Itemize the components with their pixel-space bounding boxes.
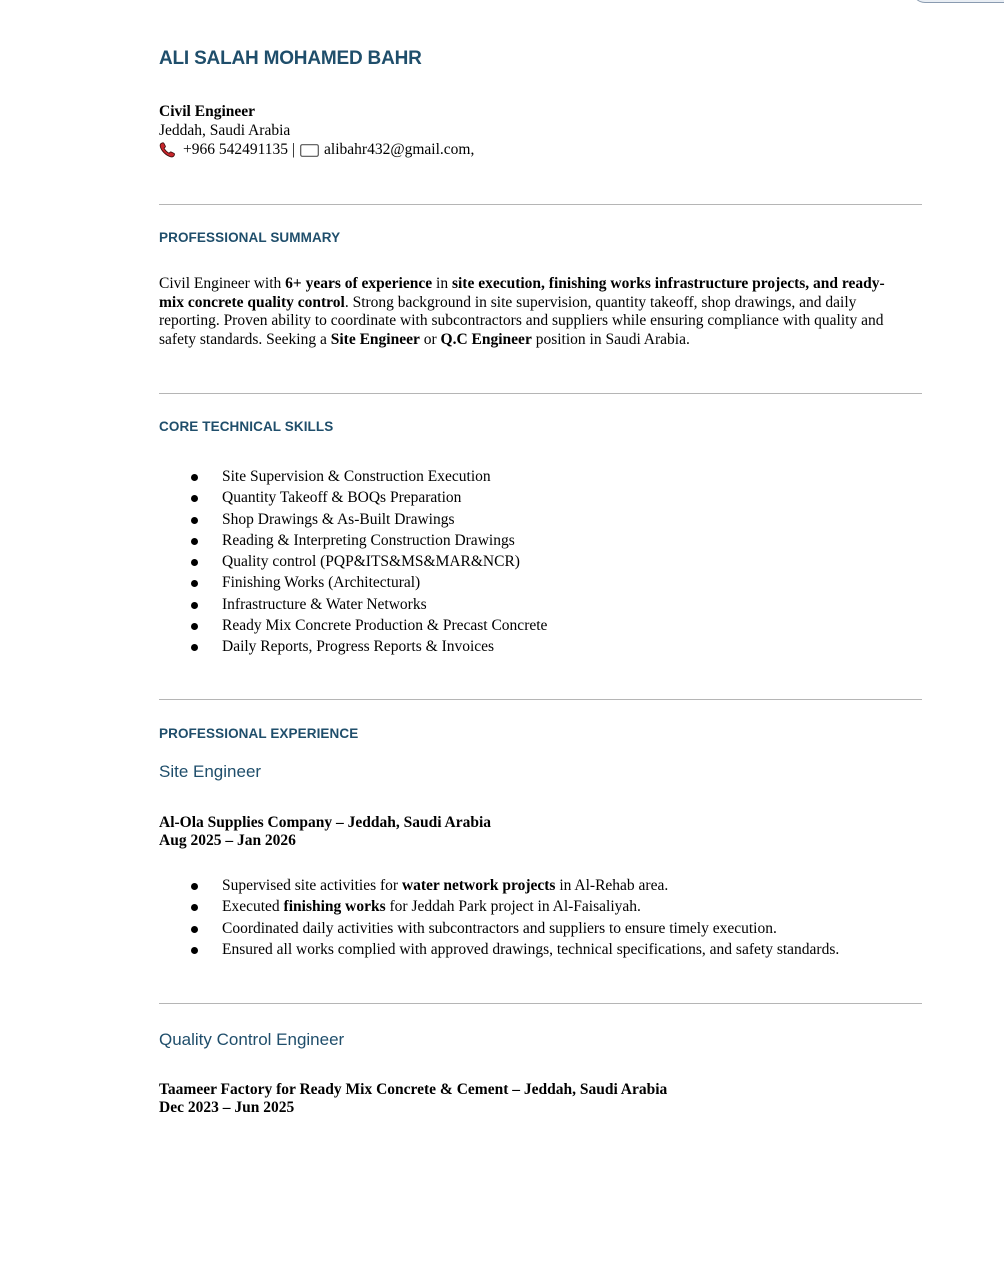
phone-icon (159, 142, 177, 158)
bold-text-run: Site Engineer (330, 330, 420, 348)
list-item: Infrastructure & Water Networks (159, 594, 547, 615)
phone-number: +966 542491135 | (183, 141, 296, 158)
summary-heading: PROFESSIONAL SUMMARY (159, 230, 341, 245)
text-run: Ensured all works complied with approved drawings, technical specifications, and safety standards. (222, 940, 840, 958)
text-run: in Al-Rehab area. (555, 877, 669, 894)
job-title: Site Engineer (159, 762, 262, 781)
job-duties-list (159, 875, 839, 960)
experience-heading: PROFESSIONAL EXPERIENCE (159, 726, 359, 741)
text-run: for Jeddah Park project in Al-Faisaliyah. (385, 898, 641, 916)
list-item: Quality control (PQP&ITS&MS&MAR&NCR) (159, 551, 547, 572)
contact-block (159, 102, 474, 159)
list-item (159, 875, 839, 896)
text-run: Coordinated daily activities with subcontractors and suppliers to ensure timely execution. (222, 919, 777, 937)
list-item: Quantity Takeoff & BOQs Preparation (159, 487, 547, 508)
job-dates: Dec 2023 – Jun 2025 (159, 1099, 295, 1116)
list-item (159, 939, 839, 960)
list-item: Ready Mix Concrete Production & Precast Concrete (159, 615, 547, 636)
job-company: Al-Ola Supplies Company – Jeddah, Saudi Arabia (159, 814, 492, 831)
list-item (159, 896, 839, 917)
bold-text-run: finishing works (283, 898, 386, 916)
skills-list (159, 466, 547, 658)
bold-text-run: 6+ years of experience (285, 275, 433, 292)
bold-text-run: water network projects (401, 877, 556, 894)
candidate-location: Jeddah, Saudi Arabia (159, 122, 291, 139)
text-run: in (432, 275, 452, 292)
job-title: Quality Control Engineer (159, 1030, 345, 1049)
list-item: Daily Reports, Progress Reports & Invoices (159, 636, 547, 657)
list-item: Finishing Works (Architectural) (159, 572, 547, 593)
text-run: Supervised site activities for (222, 877, 402, 894)
summary-text (159, 275, 909, 349)
mail-icon (300, 143, 319, 156)
list-item: Site Supervision & Construction Execution (159, 466, 547, 487)
job-company-block (159, 814, 491, 850)
list-item: Reading & Interpreting Construction Drawings (159, 530, 547, 551)
window-corner-tab (912, 0, 1004, 3)
list-item (159, 918, 839, 939)
text-run: or (419, 330, 441, 348)
bold-text-run: site execution, finishing works infrastructure projects, and ready-mix concrete quality control (159, 275, 885, 311)
skills-heading: CORE TECHNICAL SKILLS (159, 419, 334, 434)
job-company-block (159, 1081, 667, 1117)
job-company: Taameer Factory for Ready Mix Concrete & Cement – Jeddah, Saudi Arabia (159, 1081, 668, 1098)
text-run: Civil Engineer with (159, 275, 286, 292)
section-divider (159, 1003, 922, 1004)
section-divider (159, 204, 922, 205)
contact-row (159, 140, 474, 159)
text-run: Executed (222, 898, 284, 916)
job-dates: Aug 2025 – Jan 2026 (159, 832, 296, 849)
section-divider (159, 699, 922, 700)
email-address: alibahr432@gmail.com, (324, 141, 475, 158)
text-run: position in Saudi Arabia. (531, 330, 690, 348)
section-divider (159, 393, 922, 394)
text-run: . Strong background in site supervision, quantity takeoff, shop drawings, and daily reporting. Proven ability to coordinate with subcontractors and suppliers while ensuring compliance with quality and safety standards. Seeking a (159, 293, 884, 348)
candidate-name: ALI SALAH MOHAMED BAHR (159, 48, 422, 69)
bold-text-run: Q.C Engineer (440, 330, 532, 348)
candidate-role: Civil Engineer (159, 103, 256, 120)
list-item: Shop Drawings & As-Built Drawings (159, 509, 547, 530)
